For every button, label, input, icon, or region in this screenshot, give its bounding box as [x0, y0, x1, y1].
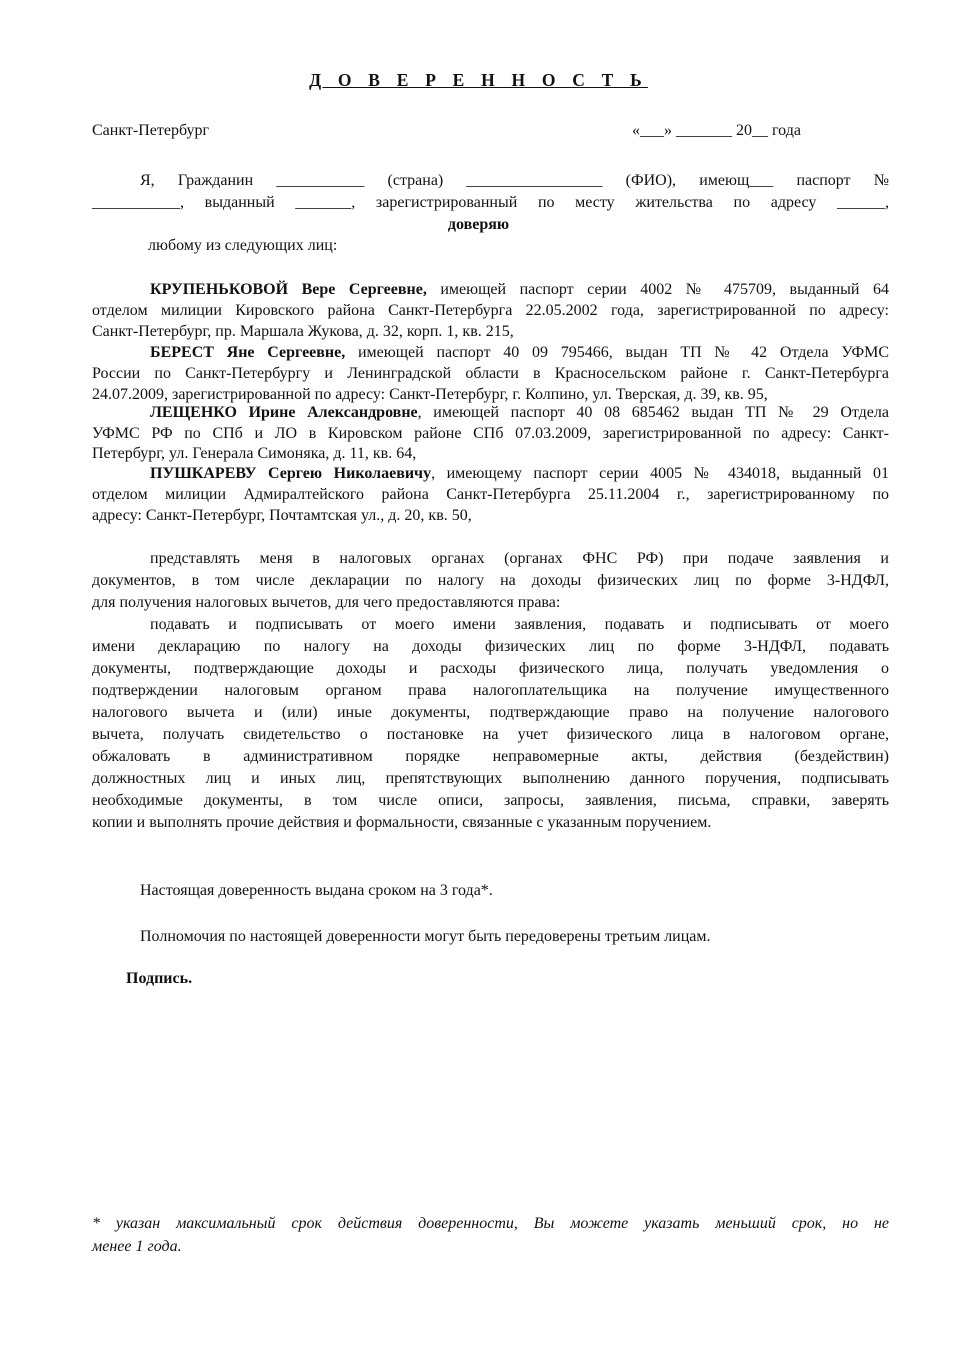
person-3-line-1	[92, 402, 889, 424]
powers-p2-line-8: должностных лиц и иных лиц, препятствующих выполнению данного поручения, подписывать	[92, 770, 889, 787]
powers-p2-line-7: обжаловать в административном порядке неправомерные акты, действия (бездействин)	[92, 748, 889, 765]
powers-p2-line-9: необходимые документы, в том числе описи, запросы, заявления, письма, справки, заверять	[92, 792, 889, 809]
signature-label: Подпись.	[126, 970, 193, 987]
date-line: «___» _______ 20__ года	[632, 122, 801, 139]
powers-p2-line-4: подтверждении налоговым органом права налогоплательщика на получение имущественного	[92, 682, 889, 699]
footnote-line-2: менее 1 года.	[92, 1238, 182, 1255]
powers-p2-line-2: имени декларацию по налогу на доходы физических лиц по форме 3-НДФЛ, подавать	[92, 638, 889, 655]
powers-p2-line-1: подавать и подписывать от моего имени заявления, подавать и подписывать от моего	[150, 616, 889, 633]
powers-p2-line-3: документы, подтверждающие доходы и расходы физического лица, получать уведомления о	[92, 660, 889, 677]
trust-word: доверяю	[447, 216, 510, 233]
person-2-name: БЕРЕСТ Яне Сергеевне,	[150, 344, 346, 361]
powers-p1-line-3: для получения налоговых вычетов, для чего предоставляются права:	[92, 594, 561, 611]
person-4-line-3: адресу: Санкт-Петербург, Почтамтская ул., д. 20, кв. 50,	[92, 507, 472, 524]
person-3-passport: , имеющей паспорт 40 08 685462 выдан ТП № 29 Отдела	[417, 404, 889, 421]
person-1-line-3: Санкт-Петербург, пр. Маршала Жукова, д. 32, корп. 1, кв. 215,	[92, 323, 514, 340]
person-1-line-1	[92, 279, 889, 301]
redelegation-statement: Полномочия по настоящей доверенности могут быть передоверены третьим лицам.	[140, 928, 711, 945]
person-2-line-1	[92, 342, 889, 364]
powers-p1-line-1: представлять меня в налоговых органах (органах ФНС РФ) при подаче заявления и	[150, 550, 889, 567]
person-2-line-3: 24.07.2009, зарегистрированной по адресу: Санкт-Петербург, г. Колпино, ул. Тверская, д. 39, кв. 95,	[92, 386, 768, 403]
person-3-name: ЛЕЩЕНКО Ирине Александровне	[150, 404, 418, 421]
person-2-passport: имеющей паспорт 40 09 795466, выдан ТП № 42 Отдела УФМС	[345, 344, 889, 361]
powers-p2-line-6: вычета, получать свидетельство о постановке на учет физического лица в налоговом органе,	[92, 726, 889, 743]
person-3-line-3: Петербург, ул. Генерала Симоняка, д. 11, кв. 64,	[92, 445, 417, 462]
person-4-line-1	[92, 463, 889, 485]
powers-p1-line-2: документов, в том числе декларации по налогу на доходы физических лиц по форме 3-НДФЛ,	[92, 572, 889, 589]
person-1-name: КРУПЕНЬКОВОЙ Вере Сергеевне,	[150, 281, 427, 298]
document-title: Д О В Е Р Е Н Н О С Т Ь	[309, 70, 648, 90]
person-4-line-2: отделом милиции Адмиралтейского района Санкт-Петербурга 25.11.2004 г., зарегистрированному по	[92, 486, 889, 503]
powers-p2-line-10: копии и выполнять прочие действия и формальности, связанные с указанным поручением.	[92, 814, 712, 831]
intro-line-2: ___________, выданный _______, зарегистрированный по месту жительства по адресу ______,	[92, 194, 889, 211]
person-2-line-2: России по Санкт-Петербургу и Ленинградской области в Красносельском районе г. Санкт-Петербурга	[92, 365, 889, 382]
person-4-name: ПУШКАРЕВУ Сергею Николаевичу	[150, 465, 432, 482]
city: Санкт-Петербург	[92, 122, 210, 139]
term-statement: Настоящая доверенность выдана сроком на 3 года*.	[140, 882, 493, 899]
intro-line-1: Я, Гражданин ___________ (страна) _________________ (ФИО), имеющ___ паспорт №	[140, 172, 889, 189]
person-1-passport: имеющей паспорт серии 4002 № 475709, выданный 64	[426, 281, 890, 298]
person-4-passport: , имеющему паспорт серии 4005 № 434018, выданный 01	[431, 465, 890, 482]
person-1-line-2: отделом милиции Кировского района Санкт-Петербурга 22.05.2002 года, зарегистрированной по адресу:	[92, 302, 889, 319]
powers-p2-line-5: налогового вычета и (или) иные документы, подтверждающие право на получение налогового	[92, 704, 889, 721]
footnote-line-1: * указан максимальный срок действия доверенности, Вы можете указать меньший срок, но не	[92, 1215, 889, 1232]
any-of-following: любому из следующих лиц:	[148, 237, 338, 254]
person-3-line-2: УФМС РФ по СПб и ЛО в Кировском районе СПб 07.03.2009, зарегистрированной по адресу: Санкт-	[92, 425, 889, 442]
